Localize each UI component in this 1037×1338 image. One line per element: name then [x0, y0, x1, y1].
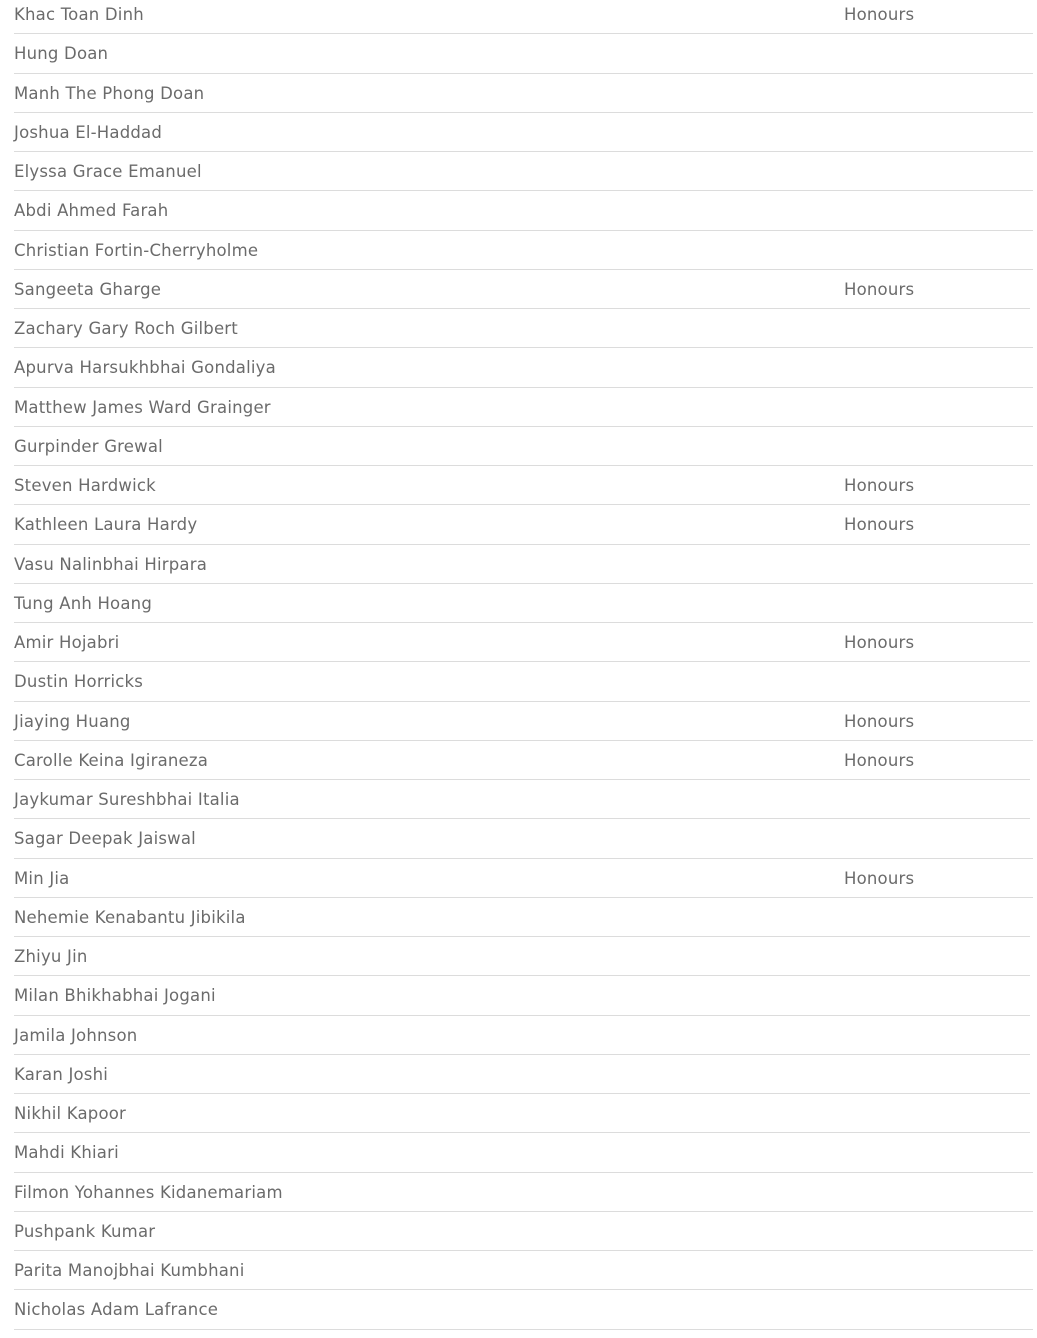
- table-row: [14, 231, 1033, 270]
- graduate-name: Vasu Nalinbhai Hirpara: [14, 554, 208, 574]
- graduate-distinction: Honours: [844, 279, 915, 299]
- graduate-name: Pushpank Kumar: [14, 1221, 156, 1241]
- graduate-name: Elyssa Grace Emanuel: [14, 162, 202, 182]
- graduate-name: Hung Doan: [14, 44, 109, 64]
- graduate-distinction: [844, 1034, 1030, 1035]
- table-row: [14, 702, 1033, 741]
- graduate-distinction: Honours: [844, 515, 915, 535]
- graduate-name: Nikhil Kapoor: [14, 1104, 127, 1124]
- table-row: [14, 348, 1033, 387]
- graduate-name: Kathleen Laura Hardy: [14, 515, 198, 535]
- graduate-distinction: [844, 92, 1033, 93]
- graduate-name: Christian Fortin-Cherryholme: [14, 240, 259, 260]
- graduate-distinction: Honours: [844, 5, 915, 25]
- graduate-name: Dustin Horricks: [14, 672, 144, 692]
- graduate-distinction: [844, 1230, 1033, 1231]
- graduate-name: Amir Hojabri: [14, 633, 120, 653]
- table-row: [14, 34, 1033, 73]
- graduate-distinction: [844, 799, 1030, 800]
- table-row: [14, 1212, 1033, 1251]
- table-row: [14, 1290, 1033, 1329]
- graduate-name: Jiaying Huang: [14, 711, 131, 731]
- graduate-distinction: [844, 838, 1033, 839]
- graduate-distinction: Honours: [844, 476, 915, 496]
- graduate-distinction: [844, 131, 1033, 132]
- graduate-distinction: [844, 602, 1033, 603]
- graduate-distinction: [844, 406, 1033, 407]
- table-row: [14, 859, 1033, 898]
- table-row: [14, 191, 1033, 230]
- table-row: [14, 1133, 1033, 1172]
- graduate-distinction: [844, 956, 1030, 957]
- graduate-name: Nicholas Adam Lafrance: [14, 1300, 219, 1320]
- graduate-distinction: [844, 328, 1033, 329]
- graduate-name: Karan Joshi: [14, 1064, 109, 1084]
- graduate-name: Sagar Deepak Jaiswal: [14, 829, 196, 849]
- graduate-name: Matthew James Ward Grainger: [14, 397, 271, 417]
- graduate-name: Mahdi Khiari: [14, 1143, 119, 1163]
- graduate-distinction: Honours: [844, 633, 915, 653]
- table-row: [14, 0, 1033, 34]
- graduate-distinction: [844, 995, 1030, 996]
- table-row: [14, 623, 1030, 662]
- graduate-name: Carolle Keina Igiraneza: [14, 750, 209, 770]
- graduate-distinction: [844, 1270, 1033, 1271]
- table-row: [14, 427, 1033, 466]
- table-row: [14, 1094, 1030, 1133]
- graduate-name: Zhiyu Jin: [14, 947, 88, 967]
- graduate-name: Jaykumar Sureshbhai Italia: [14, 790, 240, 810]
- graduate-name: Steven Hardwick: [14, 476, 156, 496]
- table-row: [14, 1173, 1033, 1212]
- graduate-name: Abdi Ahmed Farah: [14, 201, 169, 221]
- graduate-name: Joshua El-Haddad: [14, 122, 163, 142]
- table-row: [14, 976, 1030, 1015]
- graduate-distinction: [844, 210, 1033, 211]
- graduate-name: Milan Bhikhabhai Jogani: [14, 986, 216, 1006]
- table-row: [14, 505, 1030, 544]
- graduate-distinction: [844, 1073, 1030, 1074]
- table-row: [14, 937, 1030, 976]
- table-row: [14, 74, 1033, 113]
- graduate-distinction: [844, 681, 1030, 682]
- graduate-distinction: Honours: [844, 711, 915, 731]
- graduate-name: Apurva Harsukhbhai Gondaliya: [14, 358, 276, 378]
- table-row: [14, 584, 1033, 623]
- graduate-name: Khac Toan Dinh: [14, 5, 144, 25]
- table-row: [14, 1055, 1030, 1094]
- graduate-distinction: Honours: [844, 868, 915, 888]
- graduate-distinction: [844, 171, 1033, 172]
- table-row: [14, 388, 1033, 427]
- table-row: [14, 113, 1033, 152]
- table-row: [14, 741, 1030, 780]
- graduate-name: Min Jia: [14, 868, 70, 888]
- table-row: [14, 1251, 1033, 1290]
- table-row: [14, 819, 1033, 858]
- table-row: [14, 309, 1033, 348]
- graduate-name: Nehemie Kenabantu Jibikila: [14, 907, 246, 927]
- graduate-distinction: [844, 249, 1033, 250]
- graduate-name: Tung Anh Hoang: [14, 593, 152, 613]
- graduate-distinction: [844, 367, 1033, 368]
- graduate-distinction: [844, 1191, 1033, 1192]
- graduate-name: Parita Manojbhai Kumbhani: [14, 1261, 245, 1281]
- graduate-distinction: [844, 916, 1030, 917]
- graduate-distinction: [844, 445, 1033, 446]
- table-row: [14, 662, 1030, 701]
- table-row: [14, 270, 1030, 309]
- graduate-distinction: [844, 1113, 1030, 1114]
- graduates-table: [14, 0, 1033, 1330]
- table-row: [14, 152, 1033, 191]
- graduate-name: Sangeeta Gharge: [14, 279, 162, 299]
- graduate-name: Jamila Johnson: [14, 1025, 138, 1045]
- graduate-distinction: Honours: [844, 750, 915, 770]
- graduate-distinction: [844, 53, 1033, 54]
- table-row: [14, 898, 1030, 937]
- graduate-name: Filmon Yohannes Kidanemariam: [14, 1182, 283, 1202]
- graduate-distinction: [844, 1309, 1033, 1310]
- table-row: [14, 545, 1033, 584]
- graduate-name: Manh The Phong Doan: [14, 83, 205, 103]
- graduate-name: Gurpinder Grewal: [14, 436, 163, 456]
- table-row: [14, 466, 1030, 505]
- graduate-distinction: [844, 1152, 1033, 1153]
- table-row: [14, 780, 1030, 819]
- graduate-name: Zachary Gary Roch Gilbert: [14, 319, 238, 339]
- table-row: [14, 1016, 1030, 1055]
- graduate-distinction: [844, 563, 1033, 564]
